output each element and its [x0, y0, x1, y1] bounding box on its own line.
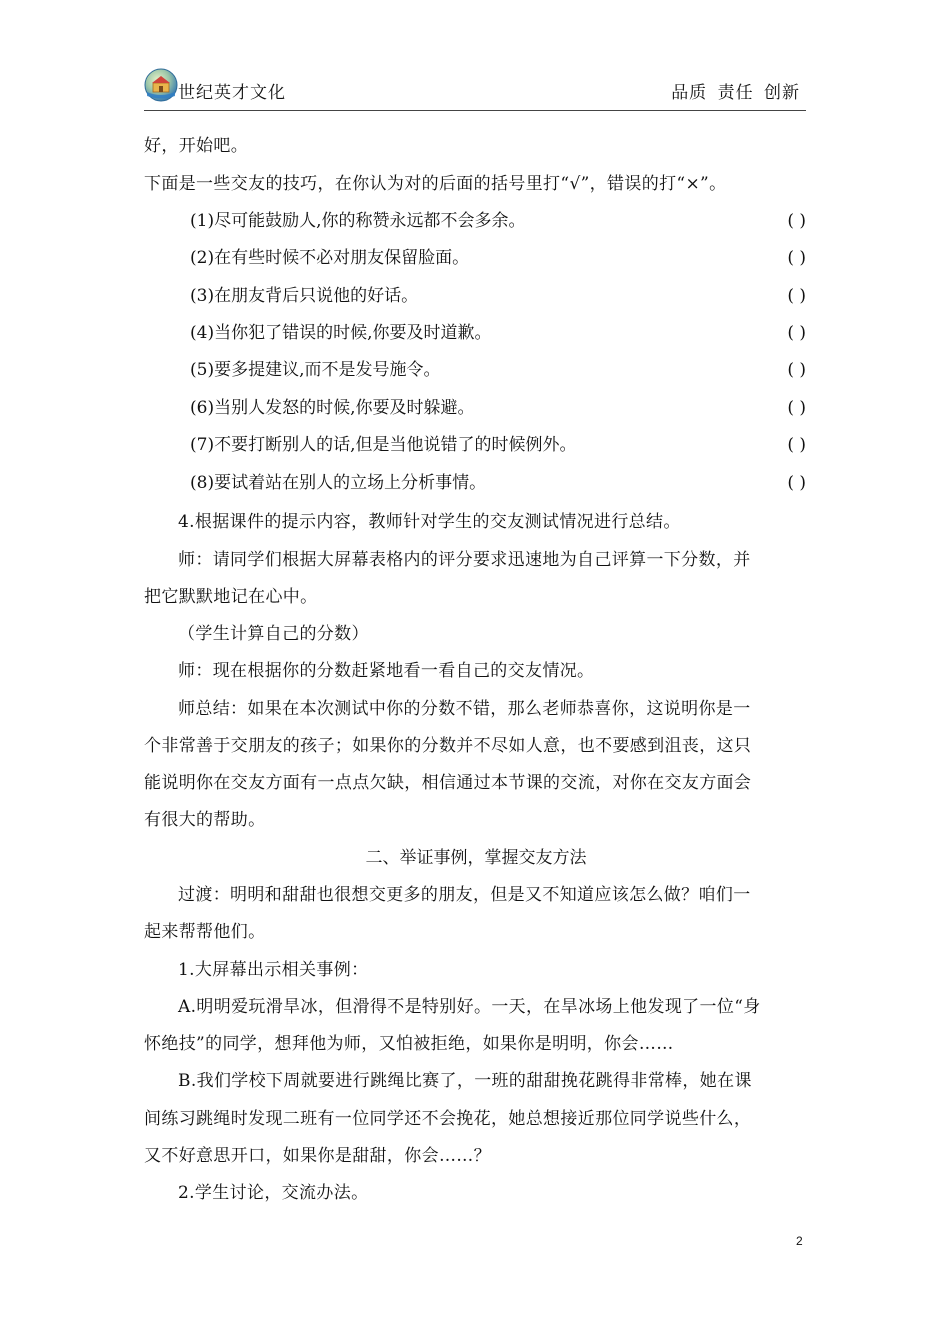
checklist-item	[190, 321, 806, 345]
checklist-item	[190, 246, 806, 270]
company-logo-icon	[144, 68, 178, 102]
checklist-item	[190, 284, 806, 308]
checklist-item-text: (1)尽可能鼓励人,你的称赞永远都不会多余。	[190, 211, 526, 231]
answer-blank: ( )	[787, 473, 806, 493]
checklist-item	[190, 433, 806, 457]
answer-blank: ( )	[787, 360, 806, 380]
answer-blank: ( )	[787, 435, 806, 455]
page-number: 2	[796, 1234, 803, 1248]
paragraph-line: 师：现在根据你的分数赶紧地看一看自己的交友情况。	[178, 661, 595, 681]
page-header	[144, 64, 806, 108]
paragraph-line: A.明明爱玩滑旱冰，但滑得不是特别好。一天，在旱冰场上他发现了一位“身	[178, 997, 761, 1017]
paragraph-line: 师：请同学们根据大屏幕表格内的评分要求迅速地为自己评算一下分数，并	[178, 550, 751, 570]
paragraph-line: 有很大的帮助。	[144, 810, 266, 830]
paragraph-line: 间练习跳绳时发现二班有一位同学还不会挽花，她总想接近那位同学说些什么，	[144, 1109, 752, 1129]
paragraph-line: 能说明你在交友方面有一点点欠缺，相信通过本节课的交流，对你在交友方面会	[144, 773, 752, 793]
section-heading: 二、举证事例，掌握交友方法	[365, 848, 587, 868]
answer-blank: ( )	[787, 398, 806, 418]
paragraph-line: B.我们学校下周就要进行跳绳比赛了，一班的甜甜挽花跳得非常棒，她在课	[178, 1071, 752, 1091]
answer-blank: ( )	[787, 323, 806, 343]
paragraph-line: 好，开始吧。	[144, 136, 249, 156]
paragraph-line: 起来帮帮他们。	[144, 922, 266, 942]
paragraph-line: 2.学生讨论，交流办法。	[178, 1183, 369, 1203]
checklist-item-text: (4)当你犯了错误的时候,你要及时道歉。	[190, 323, 492, 343]
checklist-item	[190, 358, 806, 382]
checklist-item	[190, 396, 806, 420]
instruction-line: 下面是一些交友的技巧，在你认为对的后面的括号里打“√”，错误的打“×”。	[144, 174, 727, 194]
paragraph-line: 又不好意思开口，如果你是甜甜，你会……？	[144, 1146, 491, 1166]
paragraph-line: 4.根据课件的提示内容，教师针对学生的交友测试情况进行总结。	[178, 512, 681, 532]
paragraph-line: 师总结：如果在本次测试中你的分数不错，那么老师恭喜你，这说明你是一	[178, 699, 751, 719]
checklist-item-text: (7)不要打断别人的话,但是当他说错了的时候例外。	[190, 435, 577, 455]
answer-blank: ( )	[787, 211, 806, 231]
checklist-item	[190, 209, 806, 233]
paragraph-line: 过渡：明明和甜甜也很想交更多的朋友，但是又不知道应该怎么做？咱们一	[178, 885, 751, 905]
brand-name: 世纪英才文化	[178, 83, 286, 103]
paragraph-line: 1.大屏幕出示相关事例：	[178, 960, 369, 980]
checklist-item-text: (3)在朋友背后只说他的好话。	[190, 286, 419, 306]
checklist-item-text: (2)在有些时候不必对朋友保留脸面。	[190, 248, 470, 268]
header-divider	[144, 110, 806, 111]
answer-blank: ( )	[787, 286, 806, 306]
header-motto: 品质 责任 创新	[671, 83, 800, 103]
paragraph-line: 个非常善于交朋友的孩子；如果你的分数并不尽如人意，也不要感到沮丧，这只	[144, 736, 752, 756]
paragraph-line: 把它默默地记在心中。	[144, 587, 318, 607]
checklist-item-text: (8)要试着站在别人的立场上分析事情。	[190, 473, 487, 493]
paragraph-line: 怀绝技”的同学，想拜他为师，又怕被拒绝，如果你是明明，你会……	[144, 1034, 674, 1054]
checklist-item-text: (5)要多提建议,而不是发号施令。	[190, 360, 441, 380]
checklist-item-text: (6)当别人发怒的时候,你要及时躲避。	[190, 398, 475, 418]
paragraph-line: （学生计算自己的分数）	[178, 624, 369, 644]
checklist-item	[190, 471, 806, 495]
answer-blank: ( )	[787, 248, 806, 268]
